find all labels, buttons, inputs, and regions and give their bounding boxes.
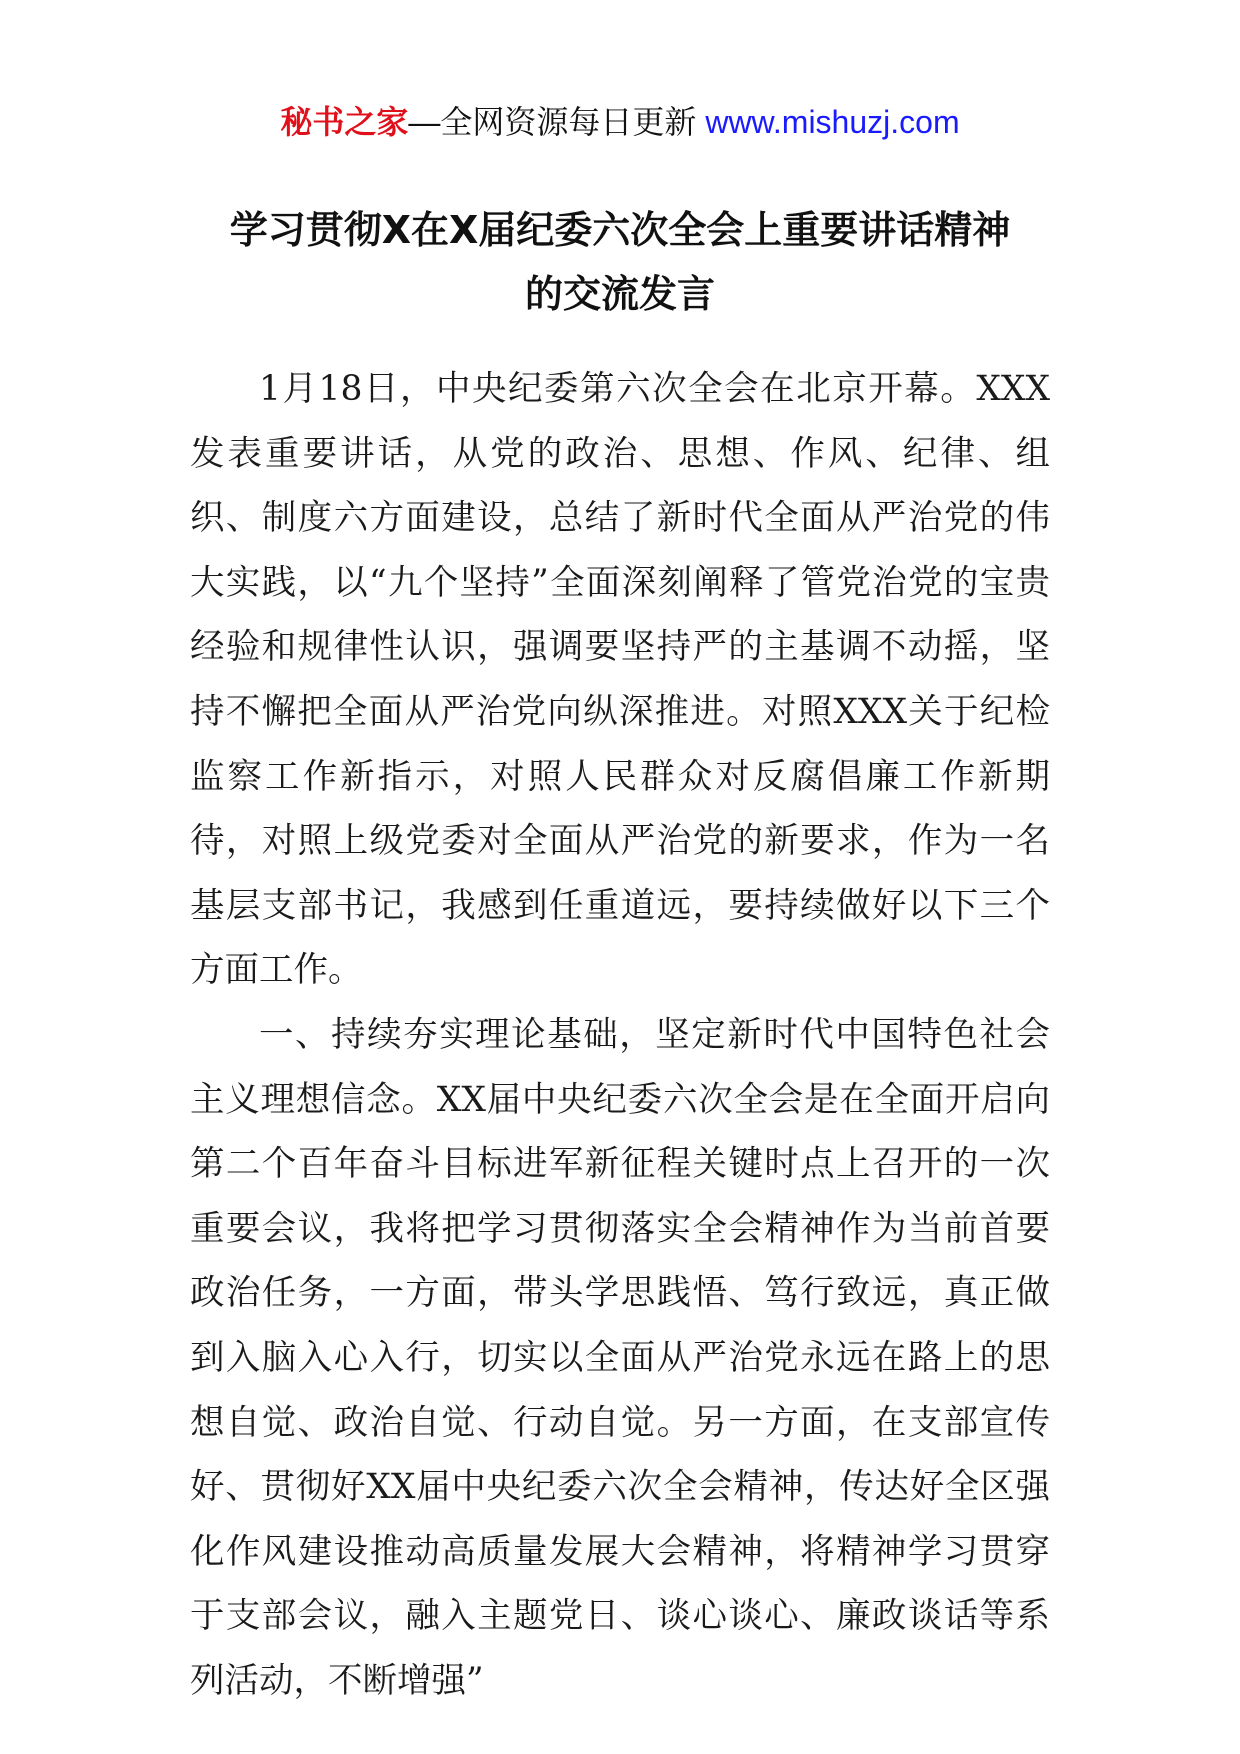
site-url-link[interactable]: www.mishuzj.com [705, 104, 960, 140]
body-paragraph-1: 1月18日，中央纪委第六次全会在北京开幕。XXX发表重要讲话，从党的政治、思想、作风、纪律、组织、制度六方面建设，总结了新时代全面从严治党的伟大实践，以“九个坚持”全面深刻阐释了管党治党的宝贵经验和规律性认识，强调要坚持严的主基调不动摇，坚持不懈把全面从严治党向纵深推进。对照XXX关于纪检监察工作新指示，对照人民群众对反腐倡廉工作新期待，对照上级党委对全面从严治党的新要求，作为一名基层支部书记，我感到任重道远，要持续做好以下三个方面工作。 [190, 369, 1050, 991]
header-tagline: —全网资源每日更新 [408, 104, 697, 140]
title-line-1: 学习贯彻X在X届纪委六次全会上重要讲话精神 [229, 208, 1011, 252]
page-header [0, 100, 1240, 144]
body-paragraph-2: 一、持续夯实理论基础，坚定新时代中国特色社会主义理想信念。XX届中央纪委六次全会是在全面开启向第二个百年奋斗目标进军新征程关键时点上召开的一次重要会议，我将把学习贯彻落实全会精神作为当前首要政治任务，一方面，带头学思践悟、笃行致远，真正做到入脑入心入行，切实以全面从严治党永远在路上的思想自觉、政治自觉、行动自觉。另一方面，在支部宣传好、贯彻好XX届中央纪委六次全会精神，传达好全区强化作风建设推动高质量发展大会精神，将精神学习贯穿于支部会议，融入主题党日、谈心谈心、廉政谈话等系列活动，不断增强” [190, 1014, 1050, 1701]
document-body [190, 357, 1050, 1713]
title-line-2: 的交流发言 [524, 272, 715, 316]
brand-name: 秘书之家 [280, 104, 409, 140]
document-title [190, 198, 1050, 326]
